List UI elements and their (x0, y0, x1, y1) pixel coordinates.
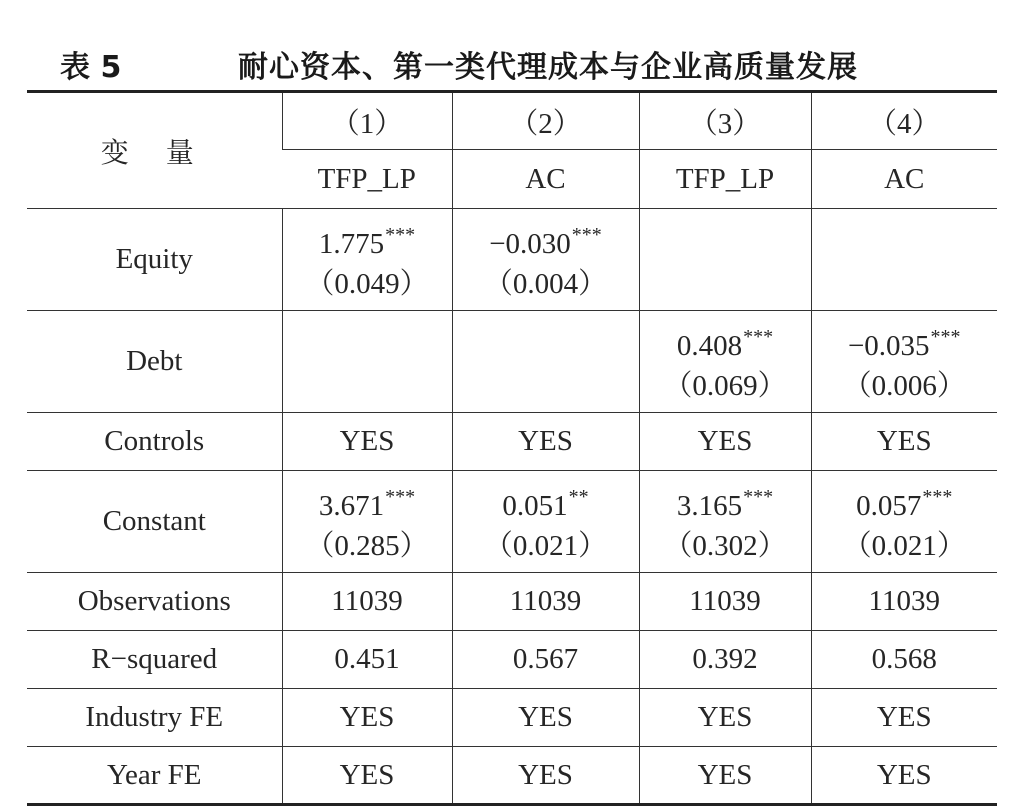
significance-stars: *** (743, 486, 774, 508)
empty-cell (639, 209, 811, 311)
coef-value: 0.408 (676, 330, 743, 362)
value-cell: YES (811, 413, 997, 471)
std-error: （0.004） (483, 268, 608, 300)
regression-table (27, 90, 997, 806)
row-label: Industry FE (85, 701, 224, 733)
value-cell: 0.568 (811, 631, 997, 689)
row-label: Year FE (106, 758, 202, 791)
value-cell: 11039 (639, 573, 811, 631)
value-cell: YES (639, 413, 811, 471)
coef-cell (452, 471, 639, 573)
table-caption (60, 38, 999, 88)
value-cell: YES (282, 689, 452, 747)
table-number: 表 5 (60, 50, 122, 85)
coef-value: −0.035 (847, 330, 930, 362)
value-cell: 11039 (811, 573, 997, 631)
col-number: （2） (452, 92, 639, 150)
dep-var: AC (811, 150, 997, 209)
coef-cell (282, 209, 452, 311)
coef-value: 0.051 (502, 490, 568, 522)
std-error: （0.285） (305, 530, 429, 562)
std-error: （0.021） (842, 530, 966, 562)
value-cell: YES (452, 747, 639, 805)
std-error: （0.302） (663, 530, 787, 562)
col-number: （3） (639, 92, 811, 150)
value-cell: 0.567 (452, 631, 639, 689)
controls-row (27, 413, 997, 471)
coef-value: 1.775 (318, 228, 385, 260)
value-cell: 0.392 (639, 631, 811, 689)
empty-cell (282, 311, 452, 413)
std-error: （0.021） (483, 530, 608, 562)
std-error: （0.006） (842, 370, 966, 402)
empty-cell (811, 209, 997, 311)
significance-stars: *** (385, 224, 416, 246)
col-number: （1） (282, 92, 452, 150)
coef-value: 0.057 (856, 490, 922, 522)
std-error: （0.049） (305, 268, 429, 300)
row-label: R−squared (91, 643, 218, 675)
coef-value: 3.165 (676, 490, 743, 522)
significance-stars: ** (568, 486, 589, 508)
value-cell: YES (282, 747, 452, 805)
value-cell: YES (452, 689, 639, 747)
significance-stars: *** (930, 326, 961, 348)
significance-stars: *** (743, 326, 774, 348)
coef-cell (811, 311, 997, 413)
table-title: 耐心资本、第一类代理成本与企业高质量发展 (238, 50, 858, 85)
value-cell: YES (639, 747, 811, 805)
column-number-row (27, 92, 997, 150)
row-label: Equity (115, 243, 193, 275)
empty-cell (452, 311, 639, 413)
coef-value: −0.030 (489, 228, 571, 260)
significance-stars: *** (385, 486, 416, 508)
row-label: Observations (77, 585, 231, 617)
industry-fe-row (27, 689, 997, 747)
equity-row (27, 209, 997, 311)
coef-cell (639, 471, 811, 573)
value-cell: YES (282, 413, 452, 471)
coef-cell (811, 471, 997, 573)
std-error: （0.069） (663, 370, 787, 402)
col-number: （4） (811, 92, 997, 150)
coef-cell (282, 471, 452, 573)
dep-var: AC (452, 150, 639, 209)
dep-var: TFP_LP (639, 150, 811, 209)
coef-cell (639, 311, 811, 413)
r-squared-row (27, 631, 997, 689)
row-label: Constant (102, 505, 206, 537)
year-fe-row (27, 747, 997, 805)
value-cell: 11039 (452, 573, 639, 631)
significance-stars: *** (571, 224, 602, 246)
constant-row (27, 471, 997, 573)
significance-stars: *** (922, 486, 953, 508)
value-cell: YES (639, 689, 811, 747)
row-label: Controls (104, 425, 205, 457)
debt-row (27, 311, 997, 413)
value-cell: 0.451 (282, 631, 452, 689)
row-label: Debt (126, 345, 183, 377)
dep-var: TFP_LP (317, 162, 416, 195)
value-cell: YES (452, 413, 639, 471)
observations-row (27, 573, 997, 631)
value-cell: YES (811, 747, 997, 805)
coef-cell (452, 209, 639, 311)
value-cell: 11039 (282, 573, 452, 631)
value-cell: YES (811, 689, 997, 747)
variable-header: 变 量 (100, 135, 208, 169)
coef-value: 3.671 (318, 490, 385, 522)
